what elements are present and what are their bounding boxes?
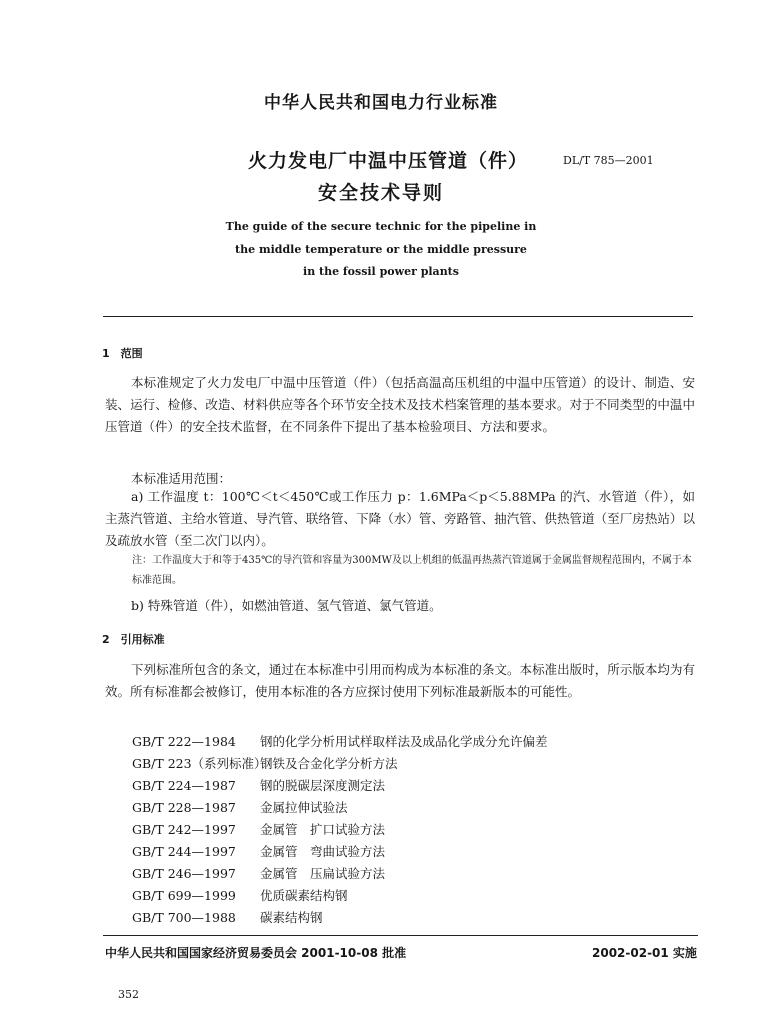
reference-code: GB/T 228—1987 [132,800,236,815]
reference-title: 钢的化学分析用试样取样法及成品化学成分允许偏差 [260,734,548,749]
reference-title: 金属管 压扁试验方法 [260,866,386,881]
footer-divider [103,935,698,936]
document-title: 火力发电厂中温中压管道（件） [248,150,529,172]
section-2-paragraph: 下列标准所包含的条文，通过在本标准中引用而构成为本标准的条文。本标准出版时，所示版本均为有效。所有标准都会被修订，使用本标准的各方应探讨使用下列标准最新版本的可能性。 [105,662,695,699]
section-1-body [105,372,695,438]
scope-item-a: a) 工作温度 t：100℃＜t＜450℃或工作压力 p：1.6MPa＜p＜5.88MPa 的汽、水管道（件），如主蒸汽管道、主给水管道、导汽管、联络管、下降（水）管、旁路管、抽汽管、供热管道（至厂房热站）以及疏放水管（至二次门以内）。 [105,489,695,548]
scope-note: 注：工作温度大于和等于435℃的导汽管和容量为300MW及以上机组的低温再热蒸汽管道属于金属监督规程范围内，不属于本标准范围。 [132,555,692,586]
reference-title: 金属管 扩口试验方法 [260,822,386,837]
reference-code: GB/T 224—1987 [132,778,236,793]
page-number: 352 [118,988,139,1001]
section-1-heading: 1 范围 [102,347,143,360]
reference-title: 碳素结构钢 [260,910,323,925]
reference-title: 钢铁及合金化学分析方法 [260,756,398,771]
reference-title: 钢的脱碳层深度测定法 [260,778,386,793]
reference-item [132,841,548,863]
reference-code: GB/T 223（系列标准） [132,756,267,771]
reference-list [132,731,548,929]
standard-number: DL/T 785—2001 [563,154,654,167]
reference-item [132,775,548,797]
english-title-line: in the fossil power plants [303,265,459,278]
english-title-line: the middle temperature or the middle pressure [235,243,527,256]
document-header: 中华人民共和国电力行业标准 [264,93,498,113]
section-2-body [105,659,695,703]
reference-code: GB/T 244—1997 [132,844,236,859]
reference-code: GB/T 242—1997 [132,822,236,837]
reference-code: GB/T 222—1984 [132,734,236,749]
scope-item-b: b) 特殊管道（件），如燃油管道、氢气管道、氯气管道。 [131,598,442,613]
reference-item [132,731,548,753]
section-1-paragraph: 本标准规定了火力发电厂中温中压管道（件）（包括高温高压机组的中温中压管道）的设计、制造、安装、运行、检修、改造、材料供应等各个环节安全技术及技术档案管理的基本要求。对于不同类型的中温中压管道（件）的安全技术监督，在不同条件下提出了基本检验项目、方法和要求。 [105,375,695,434]
approval-line: 中华人民共和国国家经济贸易委员会 2001-10-08 批准 [105,946,407,960]
reference-item [132,797,548,819]
scope-item-a-block [105,486,695,552]
scope-intro: 本标准适用范围： [131,471,232,486]
header-divider [103,316,693,317]
reference-code: GB/T 246—1997 [132,866,236,881]
reference-title: 金属拉伸试验法 [260,800,348,815]
reference-item [132,863,548,885]
section-2-heading: 2 引用标准 [102,633,165,646]
reference-title: 优质碳素结构钢 [260,888,348,903]
reference-item [132,885,548,907]
reference-code: GB/T 700—1988 [132,910,236,925]
document-subtitle: 安全技术导则 [317,182,444,204]
reference-item [132,753,548,775]
implementation-date: 2002-02-01 实施 [592,946,697,960]
reference-item [132,819,548,841]
reference-title: 金属管 弯曲试验方法 [260,844,386,859]
english-title-line: The guide of the secure technic for the pipeline in [225,220,537,233]
reference-item [132,907,548,929]
reference-code: GB/T 699—1999 [132,888,236,903]
